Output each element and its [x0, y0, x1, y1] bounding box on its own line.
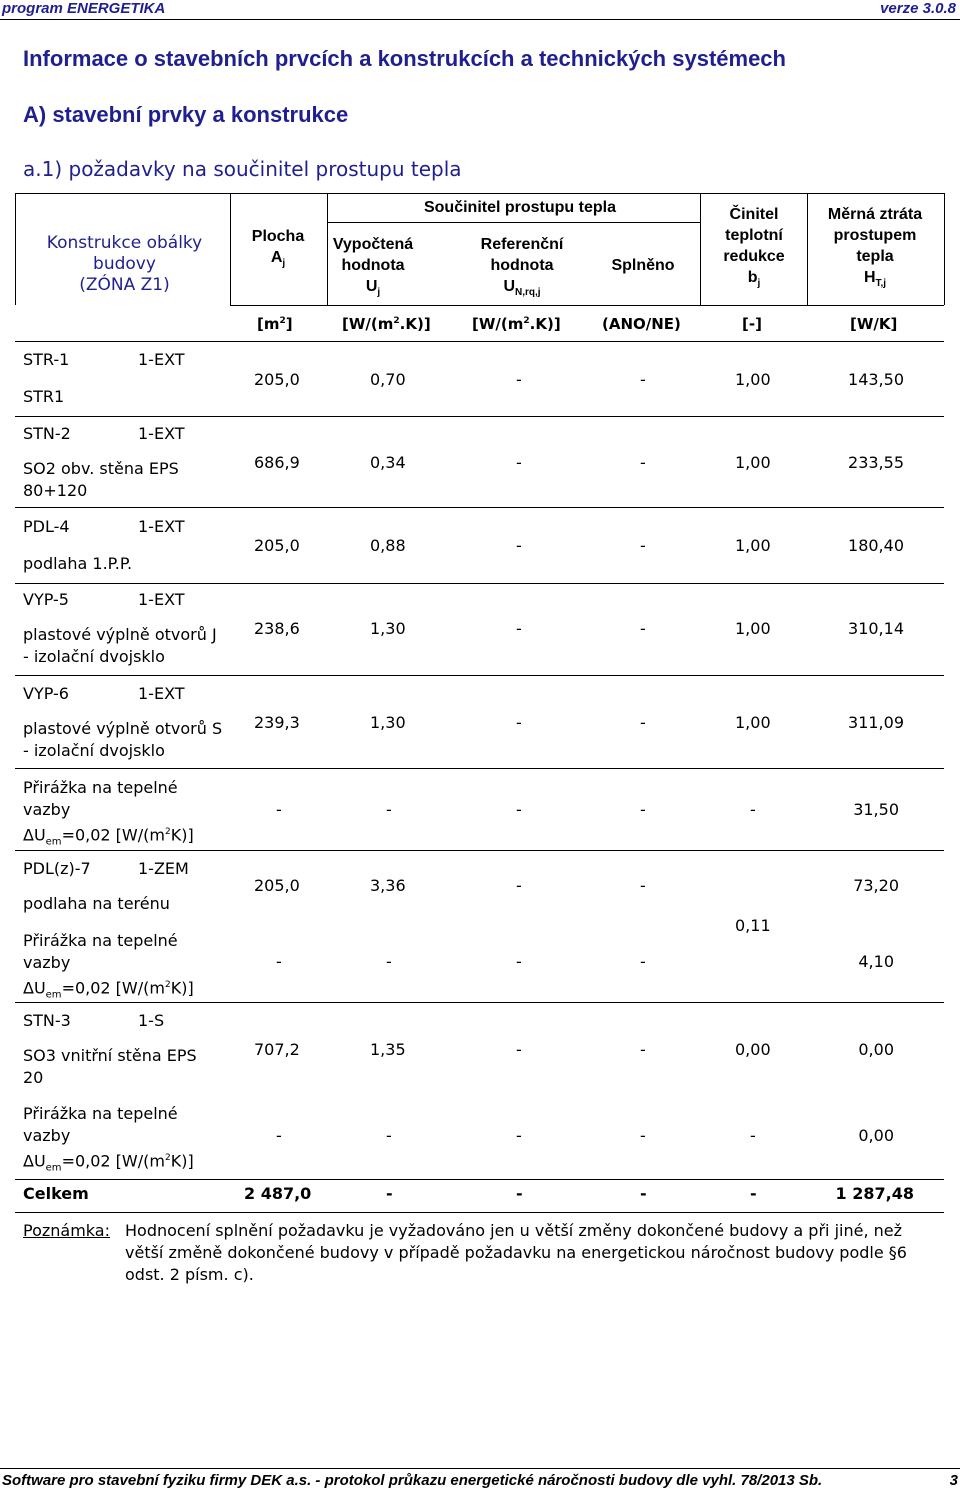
col-ref-line2: hodnota: [490, 257, 554, 274]
col-loss-line2: prostupem: [833, 227, 917, 244]
row-code: STN-3: [23, 1011, 71, 1030]
row-rule-5: [15, 768, 944, 769]
row-u: 0,34: [370, 453, 406, 472]
header-divider-3: [700, 193, 701, 305]
col-loss-sub: T,j: [875, 278, 887, 290]
col-ref-line1: Referenční: [480, 236, 564, 253]
note-label: Poznámka:: [23, 1221, 110, 1240]
row-ref: -: [516, 800, 522, 819]
row-name: SO3 vnitřní stěna EPS: [23, 1046, 197, 1065]
page-number: 3: [949, 1472, 958, 1489]
row-u: 0,88: [370, 536, 406, 555]
program-name: program ENERGETIKA: [2, 0, 166, 17]
surcharge-label: Přirážka na tepelné: [23, 778, 178, 797]
surcharge-label-cont: vazby: [23, 953, 71, 972]
col-loss-line3: tepla: [856, 248, 894, 265]
row-u: 1,30: [370, 713, 406, 732]
header-divider-2: [327, 193, 328, 305]
row-h: 311,09: [848, 713, 904, 732]
row-rule-3: [15, 583, 944, 584]
row-type: 1-ZEM: [138, 859, 189, 878]
row-h: 0,00: [858, 1040, 894, 1059]
row-name: podlaha 1.P.P.: [23, 554, 133, 573]
col-ref-sub: N,rq,j: [515, 287, 541, 299]
row-rule-2: [15, 507, 944, 508]
row-met: -: [640, 619, 646, 638]
row-u: 1,30: [370, 619, 406, 638]
total-ref: -: [516, 1184, 523, 1203]
row-met: -: [640, 453, 646, 472]
note-line-3: odst. 2 písm. c).: [125, 1265, 254, 1284]
col-area-symbol: A: [270, 249, 283, 266]
row-type: 1-EXT: [138, 590, 185, 609]
col-calc-sub: j: [377, 287, 381, 299]
row-name-cont: - izolační dvojsklo: [23, 741, 165, 760]
note-line-1: Hodnocení splnění požadavku je vyžadováno jen u větší změny dokončené budovy a při jiné, než: [125, 1221, 902, 1240]
col-loss-symbol: H: [863, 269, 876, 286]
row-name-cont: 20: [23, 1068, 44, 1087]
row-ref: -: [516, 1040, 522, 1059]
row-name: SO2 obv. stěna EPS: [23, 459, 179, 478]
col-reduction-symbol: b: [747, 269, 758, 286]
unit-reduction: [-]: [742, 315, 762, 333]
row-u: 0,70: [370, 370, 406, 389]
row-u: 1,35: [370, 1040, 406, 1059]
surcharge-du: $\Delta U_{em}=0,02$ $[W/(m^2K)]$: [23, 825, 194, 848]
col-reduction-line2: teplotní: [725, 227, 783, 244]
unit-loss: [W/K]: [850, 315, 898, 333]
row-met: -: [640, 370, 646, 389]
row-met: -: [640, 952, 646, 971]
col-area-sub: j: [282, 258, 286, 270]
row-b: 1,00: [735, 453, 771, 472]
row-ref: -: [516, 952, 522, 971]
row-code: VYP-5: [23, 590, 69, 609]
row-met: -: [640, 713, 646, 732]
row-b: 0,00: [735, 1040, 771, 1059]
row-area: 686,9: [254, 453, 300, 472]
row-area: 238,6: [254, 619, 300, 638]
row-area: 239,3: [254, 713, 300, 732]
unit-area: $[m^2]$: [257, 315, 293, 333]
unit-met: (ANO/NE): [602, 315, 681, 333]
row-met: -: [640, 536, 646, 555]
row-ref: -: [516, 536, 522, 555]
col-reduction-header: [710, 204, 798, 294]
row-code: PDL-4: [23, 517, 70, 536]
row-area: 205,0: [254, 876, 300, 895]
total-area: 2 487,0: [244, 1184, 312, 1203]
row-code: VYP-6: [23, 684, 69, 703]
row-u: -: [386, 800, 392, 819]
header-right-rule: [944, 193, 945, 305]
row-h: 0,00: [858, 1126, 894, 1145]
page-title: Informace o stavebních prvcích a konstrukcích a technických systémech: [23, 46, 786, 71]
total-h: 1 287,48: [835, 1184, 914, 1203]
row-h: 31,50: [853, 800, 899, 819]
col-calc-line2: hodnota: [341, 257, 405, 274]
total-b: -: [750, 1184, 757, 1203]
row-ref: -: [516, 713, 522, 732]
col-reduction-line3: redukce: [723, 248, 785, 265]
note-line-2: větší změně dokončené budovy v případě požadavku na energetickou náročnost budovy podle §6: [125, 1243, 907, 1262]
row-h: 73,20: [853, 876, 899, 895]
row-type: 1-EXT: [138, 517, 185, 536]
footer-text: Software pro stavební fyziku firmy DEK a.s. - protokol průkazu energetické náročnosti budovy dle vyhl. 78/2013 Sb.: [2, 1472, 823, 1489]
surcharge-label: Přirážka na tepelné: [23, 931, 178, 950]
row-type: 1-EXT: [138, 350, 185, 369]
row-ref: -: [516, 619, 522, 638]
unit-calc: $[W/(m^2.K)]$: [342, 315, 431, 333]
row-code: STR-1: [23, 350, 70, 369]
page-header: [0, 0, 960, 20]
col-construction-line3: (ZÓNA Z1): [79, 275, 170, 295]
header-divider-1: [230, 193, 231, 305]
col-group-header: Součinitel prostupu tepla: [423, 199, 616, 216]
surcharge-du: $\Delta U_{em}=0,02$ $[W/(m^2K)]$: [23, 1151, 194, 1174]
row-rule-1: [15, 416, 944, 417]
row-name-cont: - izolační dvojsklo: [23, 647, 165, 666]
row-code: PDL(z)-7: [23, 859, 91, 878]
row-met: -: [640, 876, 646, 895]
row-area: -: [276, 1126, 282, 1145]
row-h: 180,40: [848, 536, 904, 555]
row-h: 233,55: [848, 453, 904, 472]
row-b: 1,00: [735, 713, 771, 732]
row-b: 1,00: [735, 619, 771, 638]
col-loss-line1: Měrná ztráta: [827, 206, 923, 223]
row-h: 4,10: [858, 952, 894, 971]
col-ref-header: [462, 234, 582, 303]
col-calc-header: [328, 234, 418, 303]
row-area: 707,2: [254, 1040, 300, 1059]
row-b: 1,00: [735, 370, 771, 389]
row-u: 3,36: [370, 876, 406, 895]
col-met-header: Splněno: [611, 257, 675, 274]
row-ref: -: [516, 1126, 522, 1145]
row-rule-4: [15, 675, 944, 676]
surcharge-label-cont: vazby: [23, 1126, 71, 1145]
total-u: -: [386, 1184, 393, 1203]
col-construction-line2: budovy: [93, 254, 156, 274]
surcharge-label: Přirážka na tepelné: [23, 1104, 178, 1123]
row-b: 1,00: [735, 536, 771, 555]
table-bottom-rule: [15, 1212, 944, 1213]
col-calc-line1: Vypočtená: [332, 236, 414, 253]
row-ref: -: [516, 876, 522, 895]
row-area: -: [276, 952, 282, 971]
row-met: -: [640, 1126, 646, 1145]
row-name: plastové výplně otvorů S: [23, 719, 223, 738]
header-divider-4: [807, 193, 808, 305]
col-reduction-line1: Činitel: [729, 206, 779, 223]
row-met: -: [640, 1040, 646, 1059]
section-a1-title: a.1) požadavky na součinitel prostupu tepla: [23, 157, 462, 181]
col-construction-line1: Konstrukce obálky: [46, 233, 203, 253]
row-ref: -: [516, 370, 522, 389]
row-u: -: [386, 1126, 392, 1145]
row-type: 1-S: [138, 1011, 165, 1030]
surcharge-du: $\Delta U_{em}=0,02$ $[W/(m^2K)]$: [23, 978, 194, 1001]
row-b: -: [750, 1126, 756, 1145]
header-bottom-rule: [230, 305, 944, 306]
row-ref: -: [516, 453, 522, 472]
table-top-rule: [15, 193, 944, 194]
col-construction-header: [22, 233, 227, 296]
row-name: plastové výplně otvorů J: [23, 625, 217, 644]
row-h: 143,50: [848, 370, 904, 389]
col-area-line1: Plocha: [251, 228, 305, 245]
units-bottom-rule: [15, 341, 944, 342]
row-type: 1-EXT: [138, 424, 185, 443]
row-area: 205,0: [254, 536, 300, 555]
row-code: STN-2: [23, 424, 71, 443]
col-loss-header: [810, 204, 940, 294]
header-left-rule: [15, 193, 16, 305]
unit-ref: $[W/(m^2.K)]$: [472, 315, 561, 333]
header-group-rule: [327, 222, 700, 223]
row-type: 1-EXT: [138, 684, 185, 703]
row-name: podlaha na terénu: [23, 894, 170, 913]
total-met: -: [640, 1184, 647, 1203]
col-reduction-sub: j: [757, 278, 761, 290]
row-u: -: [386, 952, 392, 971]
row-area: 205,0: [254, 370, 300, 389]
program-version: verze 3.0.8: [880, 0, 956, 17]
row-b: 0,11: [735, 916, 771, 935]
section-a-title: A) stavební prvky a konstrukce: [23, 102, 349, 127]
row-met: -: [640, 800, 646, 819]
row-h: 310,14: [848, 619, 904, 638]
col-ref-symbol: U: [503, 278, 515, 295]
row-b: -: [750, 800, 756, 819]
col-area-header: [238, 226, 318, 274]
total-label: Celkem: [23, 1184, 89, 1203]
row-area: -: [276, 800, 282, 819]
row-name-cont: 80+120: [23, 481, 88, 500]
surcharge-label-cont: vazby: [23, 800, 71, 819]
row-name: STR1: [23, 387, 65, 406]
col-calc-symbol: U: [365, 278, 378, 295]
page-footer: [0, 1468, 960, 1492]
